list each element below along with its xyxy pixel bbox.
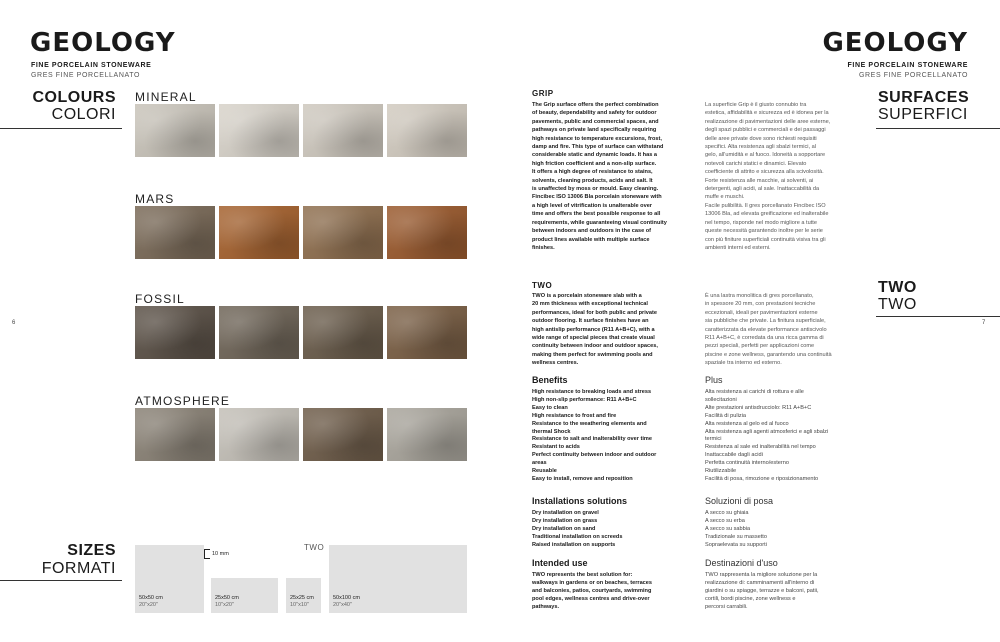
size-25x50 — [211, 578, 278, 613]
plus-heading: Plus — [705, 375, 723, 385]
size-25x25 — [286, 578, 321, 613]
right-brand-subtitle-en: FINE PORCELAIN STONEWARE — [847, 62, 968, 69]
two-size-label: TWO — [304, 543, 325, 552]
grip-text-en-line: solvents, cleaning products, acids and salt. It — [532, 177, 653, 184]
benefits-list-line: High non-slip performance: R11 A+B+C — [532, 396, 637, 403]
grip-text-en-line: finishes. — [532, 244, 555, 251]
collection-title-atmosphere: ATMOSPHERE — [135, 394, 231, 408]
grip-text-en-line: requirements, while guaranteeing visual continuity — [532, 219, 667, 226]
plus-list-line: Alte prestazioni antisdrucciolo: R11 A+B+C — [705, 404, 812, 411]
grip-text-it-line: Forte resistenza alle macchie, ai solventi, ai — [705, 177, 814, 184]
surfaces-heading-en: SURFACES — [878, 89, 970, 106]
plus-list — [705, 389, 870, 484]
benefits-list-line: Resistant to acids — [532, 444, 580, 451]
benefits-list-line: Perfect continuity between indoor and outdoor — [532, 452, 657, 459]
benefits-list-line: Easy to install, remove and reposition — [532, 475, 633, 482]
grip-text-en-line: between indoors and outdoors in the case of — [532, 228, 652, 235]
intended-use-text-line: TWO represents the best solution for: — [532, 572, 633, 578]
destinazioni-text-line: realizzazione di: camminamenti all'interno di — [705, 579, 815, 586]
size-25x25-inch: 10"x10" — [290, 602, 309, 608]
grip-text-it-line: delle aree private dove sono richiesti requisiti — [705, 135, 817, 142]
grip-text-en-line: time and offers the best possible response to all — [532, 211, 661, 218]
posa-heading: Soluzioni di posa — [705, 496, 774, 506]
two-side-heading-it: TWO — [878, 296, 917, 313]
posa-list-line: A secco su ghiaia — [705, 510, 749, 516]
grip-text-en-line: It offers a high degree of resistance to stains, — [532, 169, 653, 176]
left-brand-subtitle-it: GRES FINE PORCELLANATO — [31, 72, 141, 79]
collection-title-mineral: MINERAL — [135, 90, 197, 104]
tile-mineral-2 — [219, 104, 299, 157]
plus-list-line: Alta resistenza al gelo ed al fuoco — [705, 420, 789, 427]
grip-text-it-line: muffe e muschi. — [705, 194, 745, 201]
thickness-marker-icon — [204, 549, 210, 559]
size-50x100-inch: 20"x40" — [333, 602, 352, 608]
benefits-list-line: High resistance to breaking loads and stress — [532, 389, 652, 395]
plus-list-line: Resistenza al sale ed inalterabilità nel tempo — [705, 444, 816, 451]
grip-text-it-line: gelo, all'umidità e al fuoco. Idoneità a sopportare — [705, 152, 826, 159]
tile-mars-4 — [387, 206, 467, 259]
thickness-10mm-label: 10 mm — [212, 551, 229, 557]
intended-use-text — [532, 572, 697, 612]
two-text-en — [532, 292, 697, 368]
tile-atmosphere-1 — [135, 408, 215, 461]
two-text-it — [705, 292, 870, 368]
plus-list-line: sollecitazioni — [705, 396, 737, 403]
benefits-list-line: Reusable — [532, 468, 557, 475]
grip-text-it-line: specifici. Alta resistenza agli sbalzi termici, al — [705, 144, 816, 151]
two-text-it-line: È una lastra monolitica di gres porcellanato, — [705, 293, 814, 299]
benefits-list-line: Easy to clean — [532, 404, 568, 411]
tile-fossil-3 — [303, 306, 383, 359]
two-text-en-line: outdoor flooring. It surface finishes have an — [532, 318, 649, 325]
surfaces-heading-it: SUPERFICI — [878, 106, 968, 123]
destinazioni-text-line: cortili, bordi piscine, zone wellness e — [705, 595, 796, 602]
two-text-it-line: caratterizzata da elevate performance antiscivolo — [705, 326, 827, 333]
posa-list-line: A secco su erba — [705, 517, 745, 524]
plus-list-line: Facilità di posa, rimozione e riposizionamento — [705, 475, 819, 482]
installations-list-line: Dry installation on gravel — [532, 510, 599, 516]
left-brand-title: GEOLOGY — [30, 28, 176, 58]
grip-text-it-line: nel tempo, risponde nel modo migliore a tutte — [705, 219, 817, 226]
grip-text-it-line: detergenti, agli acidi, al sale. Inattaccabilità da — [705, 186, 820, 193]
plus-list-line: Alta resistenza ai carichi di rottura e alle — [705, 389, 804, 395]
plus-list-line: Facilità di pulizia — [705, 412, 747, 419]
benefits-heading: Benefits — [532, 375, 568, 385]
plus-list-line: Riutilizzabile — [705, 468, 737, 475]
grip-text-en-line: damp and fire. This type of surface can withstand — [532, 144, 664, 151]
grip-text-en-line: pavements, public and commercial spaces, and — [532, 118, 659, 125]
posa-list-line: Tradizionale su massetto — [705, 533, 767, 540]
colours-rule — [0, 128, 122, 129]
destinazioni-heading: Destinazioni d'uso — [705, 558, 778, 568]
benefits-list-line: Resistance to salt and inalterability over time — [532, 436, 652, 443]
posa-list-line: A secco su sabbia — [705, 525, 751, 532]
sizes-heading-en: SIZES — [67, 542, 116, 559]
two-text-en-line: performances, ideal for both public and private — [532, 309, 657, 316]
left-page-number: 6 — [12, 320, 16, 326]
grip-text-en-line: considerable static and dynamic loads. It has a — [532, 152, 657, 159]
tile-fossil-2 — [219, 306, 299, 359]
installations-heading: Installations solutions — [532, 496, 628, 506]
two-text-en-line: 20 mm thickness with exceptional technical — [532, 301, 648, 308]
grip-text-en-line: product lines available with multiple surface — [532, 236, 650, 243]
tile-fossil-4 — [387, 306, 467, 359]
grip-text-en — [532, 101, 697, 252]
tile-mineral-4 — [387, 104, 467, 157]
benefits-list-line: Resistance to the weathering elements and — [532, 420, 647, 427]
destinazioni-text — [705, 572, 870, 612]
posa-list — [705, 510, 870, 550]
tile-mineral-1 — [135, 104, 215, 157]
size-50x100-cm: 50x100 cm — [333, 595, 360, 601]
surfaces-rule — [876, 128, 1000, 129]
two-side-rule — [876, 316, 1000, 317]
two-text-it-line: spaziale tra interno ed esterno. — [705, 360, 782, 367]
grip-text-en-line: of beauty, dependability and safety for outdoor — [532, 110, 657, 117]
sizes-heading-it: FORMATI — [41, 560, 116, 577]
right-page-number: 7 — [982, 320, 986, 326]
size-25x25-cm: 25x25 cm — [290, 595, 314, 601]
two-text-en-line: continuity between indoor and outdoor spaces, — [532, 343, 658, 350]
tile-mars-3 — [303, 206, 383, 259]
plus-list-line: Perfetta continuità interno/esterno — [705, 460, 789, 467]
collection-title-mars: MARS — [135, 192, 175, 206]
grip-text-it-line: con più finiture superficiali continuità visiva tra gli — [705, 236, 826, 243]
thickness-10mm — [204, 549, 229, 559]
left-brand-subtitle-en: FINE PORCELAIN STONEWARE — [31, 62, 152, 69]
installations-list-line: Dry installation on sand — [532, 525, 596, 532]
grip-heading: GRIP — [532, 89, 554, 98]
grip-text-it-line: coefficiente di attrito e sicurezza alla scivolosità. — [705, 169, 824, 176]
two-text-it-line: in spessore 20 mm, con prestazioni tecniche — [705, 301, 816, 308]
two-heading: TWO — [532, 281, 553, 290]
two-text-it-line: R11 A+B+C, è corredata da una ricca gamma di — [705, 335, 824, 342]
collection-title-fossil: FOSSIL — [135, 292, 185, 306]
installations-list-line: Raised installation on supports — [532, 541, 616, 548]
benefits-list-line: areas — [532, 460, 547, 467]
grip-text-it-line: 13006 Bla, ad elevata greificazione ed inalterabile — [705, 211, 829, 218]
two-text-it-line: pezzi speciali, perfetti per applicazioni come — [705, 343, 815, 350]
intended-use-heading: Intended use — [532, 558, 588, 568]
destinazioni-text-line: TWO rappresenta la migliore soluzione per la — [705, 572, 818, 578]
benefits-list — [532, 389, 697, 484]
two-text-it-line: sia pubbliche che private. La finitura superficiale, — [705, 318, 826, 325]
installations-list-line: Traditional installation on screeds — [532, 533, 623, 540]
grip-text-en-line: high friction coefficient and a non-slip surface. — [532, 160, 657, 167]
grip-text-it-line: Facile pulibilità. Il gres porcellanato Fincibec ISO — [705, 202, 826, 209]
plus-list-line: Inattaccabile dagli acidi — [705, 452, 763, 459]
size-50x50-cm: 50x50 cm — [139, 595, 163, 601]
tile-mars-2 — [219, 206, 299, 259]
tile-atmosphere-2 — [219, 408, 299, 461]
grip-text-it-line: La superficie Grip è il giusto connubio tra — [705, 102, 807, 108]
destinazioni-text-line: giardini o su spiagge, terrazze e balconi, patii, — [705, 587, 819, 594]
right-brand-title: GEOLOGY — [822, 28, 968, 58]
grip-text-it-line: degli spazi pubblici e commerciali e dei passaggi — [705, 127, 826, 134]
installations-list — [532, 510, 697, 550]
grip-text-en-line: high resistance to temperature excursions, frost, — [532, 135, 662, 142]
intended-use-text-line: pool edges, wellness centres and drive-over — [532, 595, 650, 602]
grip-text-it — [705, 101, 870, 252]
tile-fossil-1 — [135, 306, 215, 359]
tile-mineral-3 — [303, 104, 383, 157]
intended-use-text-line: walkways in gardens or on beaches, terraces — [532, 579, 653, 586]
two-text-en-line: wellness centres. — [532, 360, 579, 367]
two-text-en-line: making them perfect for swimming pools and — [532, 351, 653, 358]
two-text-it-line: piscine e zone wellness, garantendo una continuità — [705, 351, 832, 358]
sizes-rule — [0, 580, 122, 581]
size-50x100 — [329, 545, 467, 613]
grip-text-it-line: estetica, affidabilità e sicurezza ed è idonea per la — [705, 110, 829, 117]
two-text-en-line: high antislip performance (R11 A+B+C), with a — [532, 326, 655, 333]
destinazioni-text-line: percorsi carrabili. — [705, 603, 748, 610]
grip-text-it-line: notevoli carichi statici e dinamici. Elevato — [705, 160, 807, 167]
posa-list-line: Sopraelevata su supporti — [705, 541, 767, 548]
two-text-en-line: wide range of special pieces that create visual — [532, 335, 655, 342]
plus-list-line: termici — [705, 436, 722, 443]
size-25x50-inch: 10"x20" — [215, 602, 234, 608]
benefits-list-line: thermal Shock — [532, 428, 571, 435]
tile-mars-1 — [135, 206, 215, 259]
intended-use-text-line: and balconies, patios, courtyards, swimming — [532, 587, 652, 594]
two-text-en-line: TWO is a porcelain stoneware slab with a — [532, 293, 642, 299]
size-50x50 — [135, 545, 204, 613]
grip-text-en-line: pathways on private land specifically requiring — [532, 127, 657, 134]
right-brand-subtitle-it: GRES FINE PORCELLANATO — [858, 72, 968, 79]
installations-list-line: Dry installation on grass — [532, 517, 598, 524]
size-50x50-inch: 20"x20" — [139, 602, 158, 608]
grip-text-it-line: realizzazione di pavimentazioni delle aree esterne, — [705, 118, 831, 125]
grip-text-it-line: ambienti interni ed esterni. — [705, 244, 771, 251]
grip-text-en-line: is unaffected by moss or mould. Easy cleaning. — [532, 186, 659, 193]
intended-use-text-line: pathways. — [532, 603, 560, 610]
grip-text-en-line: Fincibec ISO 13006 Bla porcelain stoneware with — [532, 194, 662, 201]
grip-text-en-line: The Grip surface offers the perfect combination — [532, 102, 659, 108]
colours-heading-it: COLORI — [51, 106, 116, 123]
plus-list-line: Alta resistenza agli agenti atmosferici e agli sbalzi — [705, 428, 829, 435]
tile-atmosphere-3 — [303, 408, 383, 461]
two-text-it-line: eccezionali, ideali per pavimentazioni esterne — [705, 309, 818, 316]
tile-atmosphere-4 — [387, 408, 467, 461]
colours-heading-en: COLOURS — [32, 89, 116, 106]
benefits-list-line: High resistance to frost and fire — [532, 412, 617, 419]
size-25x50-cm: 25x50 cm — [215, 595, 239, 601]
grip-text-it-line: queste necessità garantendo inoltre per le serie — [705, 228, 823, 235]
two-side-heading-en: TWO — [878, 279, 917, 296]
grip-text-en-line: a high level of vitrification is unalterable over — [532, 202, 652, 209]
